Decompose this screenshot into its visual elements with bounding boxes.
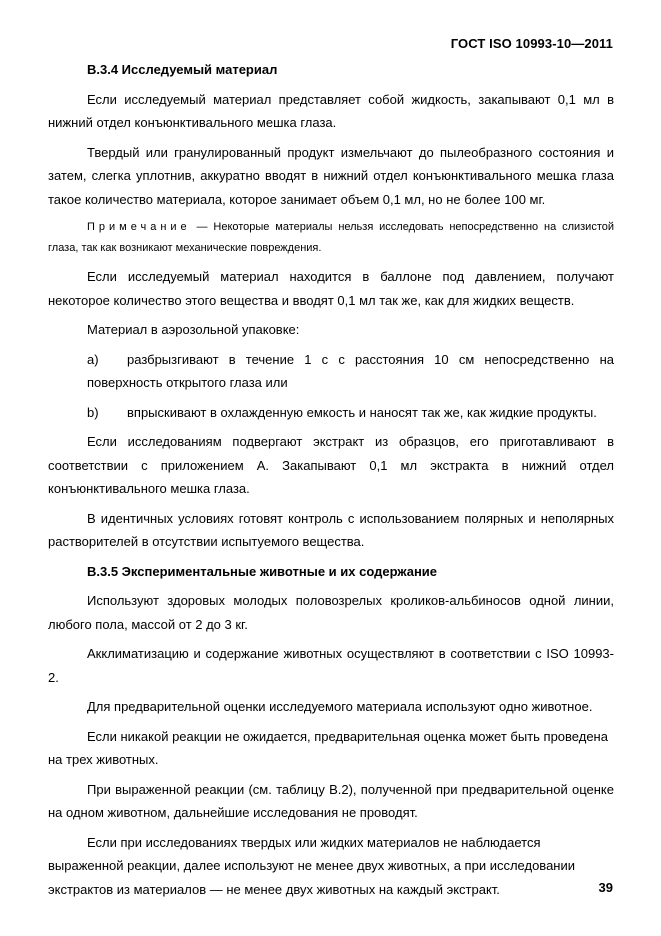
paragraph-further-testing: Если при исследованиях твердых или жидких материалов не наблюдается выраженной реакции, далее используют не менее двух животных, а при исследовании экстрактов из материалов — не менее двух животных на каждый экстракт. [48, 834, 575, 897]
paragraph-control: В идентичных условиях готовят контроль с использованием полярных и неполярных растворителей в отсутствии испытуемого вещества. [48, 510, 614, 549]
paragraph-no-reaction: Если никакой реакции не ожидается, предварительная оценка может быть проведена на трех животных. [48, 728, 608, 767]
list-marker-b: b) [87, 404, 99, 420]
list-text-a: разбрызгивают в течение 1 с с расстояния 10 см непосредственно на поверхность открытого глаза или [87, 351, 614, 390]
paragraph-severe-reaction: При выраженной реакции (см. таблицу В.2), полученной при предварительной оценке на одном животном, дальнейшие исследования не проводят. [48, 781, 614, 820]
note-label: Примечание [87, 221, 191, 233]
paragraph-aerosol-intro: Материал в аэрозольной упаковке: [87, 322, 300, 337]
page-number: 39 [598, 880, 613, 895]
paragraph-pressurized-container: Если исследуемый материал находится в баллоне под давлением, получают некоторое количество этого вещества и вводят 0,1 мл так же, как для жидких веществ. [48, 269, 614, 308]
section-heading-b35: B.3.5 Экспериментальные животные и их содержание [87, 563, 438, 579]
list-marker-a: a) [87, 351, 99, 367]
list-item-a [48, 348, 614, 395]
paragraph-animals: Используют здоровых молодых половозрелых кроликов-альбиносов одной линии, любого пола, массой от 2 до 3 кг. [48, 593, 614, 632]
paragraph-liquid-material: Если исследуемый материал представляет собой жидкость, закапывают 0,1 мл в нижний отдел конъюнктивального мешка глаза. [48, 91, 614, 130]
note-text: — Некоторые материалы нельзя исследовать непосредственно на слизистой глаза, так как возникают механические повреждения. [48, 221, 614, 254]
list-item-b [48, 401, 614, 425]
section-heading-b34: B.3.4 Исследуемый материал [87, 62, 278, 77]
paragraph-acclimatization: Акклиматизацию и содержание животных осуществляют в соответствии с ISO 10993-2. [48, 646, 614, 685]
paragraph-preliminary: Для предварительной оценки исследуемого материала используют одно животное. [87, 699, 593, 714]
paragraph-extract: Если исследованиям подвергают экстракт из образцов, его приготавливают в соответствии с приложением А. Закапывают 0,1 мл экстракта в нижний отдел конъюнктивального мешка глаза. [48, 434, 614, 496]
standard-header: ГОСТ ISO 10993-10—2011 [450, 36, 613, 51]
note-paragraph [48, 217, 614, 259]
document-body [48, 58, 614, 907]
list-text-b: впрыскивают в охлажденную емкость и наносят так же, как жидкие продукты. [127, 404, 597, 420]
paragraph-solid-material: Твердый или гранулированный продукт измельчают до пылеобразного состояния и затем, слегка уплотнив, аккуратно вводят в нижний отдел конъюнктивального мешка глаза такое количество материала, которое занимает объем 0,1 мл, но не более 100 мг. [48, 144, 614, 207]
